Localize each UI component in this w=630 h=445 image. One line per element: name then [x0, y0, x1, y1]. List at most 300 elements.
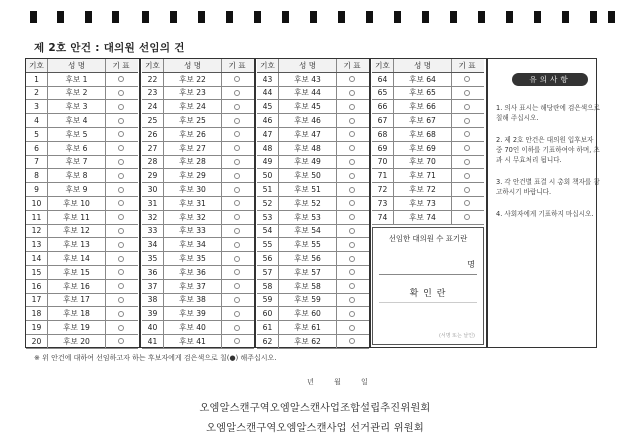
candidate-row: [142, 114, 254, 128]
vote-circle-icon[interactable]: [349, 214, 355, 220]
vote-circle-icon[interactable]: [118, 311, 124, 317]
candidate-row: [142, 335, 254, 349]
vote-circle-icon[interactable]: [234, 338, 240, 344]
timing-mark: [226, 11, 233, 23]
vote-circle-icon[interactable]: [118, 269, 124, 275]
vote-cell[interactable]: [106, 225, 136, 238]
candidate-name: 후보 30: [164, 183, 222, 196]
candidate-name: 후보 62: [279, 335, 337, 348]
candidate-name: 후보 4: [48, 114, 106, 127]
vote-circle-icon[interactable]: [234, 283, 240, 289]
candidate-row: [142, 73, 254, 87]
header-name: 성 명: [48, 59, 106, 72]
vote-cell[interactable]: [106, 142, 136, 155]
vote-cell[interactable]: [337, 169, 367, 182]
vote-circle-icon[interactable]: [464, 214, 470, 220]
vote-circle-icon[interactable]: [234, 269, 240, 275]
column-header: [372, 59, 484, 73]
candidate-number: 60: [257, 307, 279, 320]
vote-cell[interactable]: [106, 128, 136, 141]
vote-cell[interactable]: [452, 128, 482, 141]
candidate-number: 50: [257, 169, 279, 182]
candidate-row: [26, 252, 138, 266]
candidate-row: [26, 238, 138, 252]
timing-mark: [366, 11, 373, 23]
candidate-row: [257, 114, 369, 128]
vote-circle-icon[interactable]: [118, 256, 124, 262]
candidate-number: 35: [142, 252, 164, 265]
candidate-name: 후보 52: [279, 197, 337, 210]
vote-cell[interactable]: [337, 280, 367, 293]
vote-circle-icon[interactable]: [118, 173, 124, 179]
timing-mark: [562, 11, 569, 23]
candidate-name: 후보 56: [279, 252, 337, 265]
notice-heading: 유의사항: [512, 73, 588, 86]
candidate-name: 후보 45: [279, 100, 337, 113]
vote-cell[interactable]: [106, 321, 136, 334]
vote-cell[interactable]: [106, 335, 136, 348]
vote-cell[interactable]: [222, 294, 252, 307]
vote-cell[interactable]: [222, 183, 252, 196]
candidate-name: 후보 68: [394, 128, 452, 141]
candidate-number: 10: [26, 197, 48, 210]
candidate-row: [26, 321, 138, 335]
vote-cell[interactable]: [222, 87, 252, 100]
candidate-name: 후보 13: [48, 238, 106, 251]
vote-circle-icon[interactable]: [349, 200, 355, 206]
vote-circle-icon[interactable]: [349, 283, 355, 289]
vote-cell[interactable]: [222, 252, 252, 265]
candidate-number: 56: [257, 252, 279, 265]
vote-circle-icon[interactable]: [349, 145, 355, 151]
vote-circle-icon[interactable]: [349, 90, 355, 96]
candidate-name: 후보 14: [48, 252, 106, 265]
candidate-number: 61: [257, 321, 279, 334]
vote-cell[interactable]: [222, 335, 252, 348]
vote-cell[interactable]: [452, 73, 482, 86]
candidate-row: [257, 211, 369, 225]
header-vote: 기 표: [228, 60, 246, 70]
vote-circle-icon[interactable]: [118, 200, 124, 206]
vote-circle-icon[interactable]: [118, 159, 124, 165]
candidate-number: 43: [257, 73, 279, 86]
vote-circle-icon[interactable]: [349, 104, 355, 110]
vote-cell[interactable]: [337, 114, 367, 127]
vote-circle-icon[interactable]: [118, 187, 124, 193]
candidate-row: [26, 266, 138, 280]
candidate-row: [142, 238, 254, 252]
timing-mark: [198, 11, 205, 23]
candidate-name: 후보 15: [48, 266, 106, 279]
vote-circle-icon[interactable]: [234, 297, 240, 303]
vote-cell[interactable]: [452, 87, 482, 100]
vote-circle-icon[interactable]: [464, 145, 470, 151]
candidate-name: 후보 28: [164, 156, 222, 169]
candidate-name: 후보 5: [48, 128, 106, 141]
candidate-number: 36: [142, 266, 164, 279]
timing-mark: [608, 11, 615, 23]
vote-circle-icon[interactable]: [234, 131, 240, 137]
timing-mark: [506, 11, 513, 23]
candidate-number: 46: [257, 114, 279, 127]
candidate-number: 31: [142, 197, 164, 210]
candidate-name: 후보 59: [279, 294, 337, 307]
vote-circle-icon[interactable]: [234, 173, 240, 179]
vote-cell[interactable]: [337, 87, 367, 100]
vote-cell[interactable]: [222, 100, 252, 113]
candidate-row: [142, 183, 254, 197]
vote-circle-icon[interactable]: [118, 131, 124, 137]
vote-cell[interactable]: [106, 156, 136, 169]
timing-mark: [254, 11, 261, 23]
candidate-number: 24: [142, 100, 164, 113]
candidate-name: 후보 61: [279, 321, 337, 334]
vote-cell[interactable]: [222, 307, 252, 320]
candidate-number: 13: [26, 238, 48, 251]
vote-cell[interactable]: [106, 114, 136, 127]
candidate-number: 71: [372, 169, 394, 182]
vote-cell[interactable]: [452, 197, 482, 210]
candidate-number: 3: [26, 100, 48, 113]
candidate-name: 후보 17: [48, 294, 106, 307]
candidate-row: [26, 169, 138, 183]
vote-cell[interactable]: [452, 142, 482, 155]
candidate-name: 후보 47: [279, 128, 337, 141]
timing-mark: [478, 11, 485, 23]
candidate-row: [372, 183, 484, 197]
vote-circle-icon[interactable]: [234, 145, 240, 151]
candidate-number: 30: [142, 183, 164, 196]
candidate-name: 후보 71: [394, 169, 452, 182]
vote-circle-icon[interactable]: [349, 269, 355, 275]
vote-cell[interactable]: [222, 211, 252, 224]
candidate-row: [257, 294, 369, 308]
vote-cell[interactable]: [106, 73, 136, 86]
vote-circle-icon[interactable]: [349, 118, 355, 124]
vote-circle-icon[interactable]: [118, 338, 124, 344]
candidate-number: 29: [142, 169, 164, 182]
candidate-row: [257, 307, 369, 321]
vote-circle-icon[interactable]: [349, 131, 355, 137]
candidate-row: [26, 280, 138, 294]
vote-circle-icon[interactable]: [234, 90, 240, 96]
vote-cell[interactable]: [222, 266, 252, 279]
vote-circle-icon[interactable]: [234, 118, 240, 124]
candidate-row: [257, 280, 369, 294]
candidate-name: 후보 8: [48, 169, 106, 182]
candidate-name: 후보 44: [279, 87, 337, 100]
candidate-name: 후보 37: [164, 280, 222, 293]
candidate-name: 후보 49: [279, 156, 337, 169]
candidate-row: [26, 294, 138, 308]
candidate-number: 32: [142, 211, 164, 224]
candidate-name: 후보 27: [164, 142, 222, 155]
notice-list: [496, 103, 600, 231]
vote-circle-icon[interactable]: [349, 311, 355, 317]
vote-circle-icon[interactable]: [349, 187, 355, 193]
vote-cell[interactable]: [106, 238, 136, 251]
candidate-name: 후보 7: [48, 156, 106, 169]
vote-circle-icon[interactable]: [349, 256, 355, 262]
vote-cell[interactable]: [337, 211, 367, 224]
vote-cell[interactable]: [106, 197, 136, 210]
candidate-number: 44: [257, 87, 279, 100]
vote-circle-icon[interactable]: [118, 76, 124, 82]
candidate-row: [26, 197, 138, 211]
vote-cell[interactable]: [452, 211, 482, 224]
vote-cell[interactable]: [337, 294, 367, 307]
vote-cell[interactable]: [106, 211, 136, 224]
vote-circle-icon[interactable]: [234, 159, 240, 165]
vote-cell[interactable]: [106, 183, 136, 196]
candidate-number: 6: [26, 142, 48, 155]
candidate-name: 후보 46: [279, 114, 337, 127]
vote-cell[interactable]: [222, 73, 252, 86]
candidate-row: [372, 87, 484, 101]
timing-mark: [394, 11, 401, 23]
candidate-number: 72: [372, 183, 394, 196]
vote-cell[interactable]: [222, 114, 252, 127]
candidate-name: 후보 6: [48, 142, 106, 155]
vote-circle-icon[interactable]: [349, 242, 355, 248]
candidate-number: 57: [257, 266, 279, 279]
candidate-row: [142, 307, 254, 321]
candidate-name: 후보 57: [279, 266, 337, 279]
vote-cell[interactable]: [106, 252, 136, 265]
candidate-row: [26, 73, 138, 87]
candidate-name: 후보 50: [279, 169, 337, 182]
candidate-name: 후보 3: [48, 100, 106, 113]
candidate-row: [372, 73, 484, 87]
vote-cell[interactable]: [337, 307, 367, 320]
vote-cell[interactable]: [222, 197, 252, 210]
timing-mark: [85, 11, 92, 23]
vote-circle-icon[interactable]: [349, 159, 355, 165]
vote-circle-icon[interactable]: [234, 311, 240, 317]
candidate-number: 7: [26, 156, 48, 169]
candidate-row: [142, 252, 254, 266]
vote-cell[interactable]: [337, 266, 367, 279]
candidate-row: [142, 100, 254, 114]
notice-panel: [486, 59, 600, 347]
vote-circle-icon[interactable]: [464, 159, 470, 165]
candidate-number: 66: [372, 100, 394, 113]
candidate-name: 후보 22: [164, 73, 222, 86]
vote-cell[interactable]: [452, 114, 482, 127]
vote-circle-icon[interactable]: [349, 228, 355, 234]
vote-circle-icon[interactable]: [464, 131, 470, 137]
candidate-number: 20: [26, 335, 48, 348]
vote-cell[interactable]: [106, 307, 136, 320]
timing-mark: [30, 11, 37, 23]
header-no: 기호: [257, 59, 279, 72]
vote-circle-icon[interactable]: [234, 214, 240, 220]
candidate-row: [257, 183, 369, 197]
candidate-row: [257, 128, 369, 142]
vote-cell[interactable]: [452, 169, 482, 182]
vote-circle-icon[interactable]: [234, 104, 240, 110]
vote-cell[interactable]: [452, 156, 482, 169]
column-header: [257, 59, 369, 73]
candidate-number: 39: [142, 307, 164, 320]
candidate-name: 후보 72: [394, 183, 452, 196]
candidate-number: 73: [372, 197, 394, 210]
candidate-number: 15: [26, 266, 48, 279]
seal-note: (서명 또는 날인): [438, 333, 475, 339]
vote-cell[interactable]: [452, 183, 482, 196]
vote-cell[interactable]: [222, 238, 252, 251]
vote-circle-icon[interactable]: [118, 214, 124, 220]
candidate-number: 28: [142, 156, 164, 169]
timing-mark: [170, 11, 177, 23]
vote-circle-icon[interactable]: [234, 200, 240, 206]
candidate-row: [257, 142, 369, 156]
candidate-name: 후보 12: [48, 225, 106, 238]
candidate-number: 16: [26, 280, 48, 293]
vote-circle-icon[interactable]: [349, 173, 355, 179]
vote-circle-icon[interactable]: [349, 325, 355, 331]
vote-circle-icon[interactable]: [234, 228, 240, 234]
vote-cell[interactable]: [337, 156, 367, 169]
candidate-number: 2: [26, 87, 48, 100]
notice-item-4: 4. 사회자에게 기표하지 마십시오.: [496, 210, 594, 218]
vote-circle-icon[interactable]: [349, 76, 355, 82]
vote-circle-icon[interactable]: [118, 325, 124, 331]
vote-cell[interactable]: [106, 294, 136, 307]
candidate-number: 45: [257, 100, 279, 113]
candidate-row: [26, 307, 138, 321]
footnote: ※ 위 안건에 대하여 선임하고자 하는 후보자에게 검은색으로 칠(●) 해주십시오.: [34, 354, 277, 362]
vote-circle-icon[interactable]: [234, 76, 240, 82]
vote-circle-icon[interactable]: [118, 297, 124, 303]
candidate-name: 후보 11: [48, 211, 106, 224]
vote-cell[interactable]: [106, 280, 136, 293]
vote-cell[interactable]: [222, 321, 252, 334]
vote-cell[interactable]: [106, 169, 136, 182]
vote-cell[interactable]: [222, 156, 252, 169]
candidate-row: [257, 100, 369, 114]
vote-circle-icon[interactable]: [464, 104, 470, 110]
candidate-number: 58: [257, 280, 279, 293]
candidate-number: 19: [26, 321, 48, 334]
candidate-name: 후보 60: [279, 307, 337, 320]
vote-circle-icon[interactable]: [118, 118, 124, 124]
vote-circle-icon[interactable]: [118, 228, 124, 234]
vote-circle-icon[interactable]: [464, 118, 470, 124]
vote-cell[interactable]: [222, 169, 252, 182]
seal-field[interactable]: [379, 302, 477, 341]
candidate-row: [257, 87, 369, 101]
vote-circle-icon[interactable]: [464, 200, 470, 206]
candidate-name: 후보 69: [394, 142, 452, 155]
vote-cell[interactable]: [222, 225, 252, 238]
candidate-row: [142, 169, 254, 183]
vote-cell[interactable]: [222, 280, 252, 293]
timing-mark: [338, 11, 345, 23]
candidate-row: [142, 142, 254, 156]
confirm-box: [372, 227, 484, 345]
vote-circle-icon[interactable]: [118, 104, 124, 110]
vote-circle-icon[interactable]: [118, 145, 124, 151]
vote-circle-icon[interactable]: [464, 173, 470, 179]
candidate-row: [142, 321, 254, 335]
header-vote: 기 표: [343, 60, 361, 70]
vote-cell[interactable]: [337, 73, 367, 86]
election-committee: 오엠알스캔구역오엠알스캔사업 선거관리 위원회: [206, 423, 424, 434]
vote-cell[interactable]: [337, 321, 367, 334]
candidate-number: 41: [142, 335, 164, 348]
vote-cell[interactable]: [452, 100, 482, 113]
vote-cell[interactable]: [337, 225, 367, 238]
candidate-number: 8: [26, 169, 48, 182]
vote-circle-icon[interactable]: [118, 242, 124, 248]
candidate-number: 52: [257, 197, 279, 210]
candidate-row: [142, 280, 254, 294]
vote-cell[interactable]: [337, 142, 367, 155]
vote-circle-icon[interactable]: [464, 90, 470, 96]
candidate-number: 17: [26, 294, 48, 307]
vote-circle-icon[interactable]: [234, 325, 240, 331]
header-name: 성 명: [279, 59, 337, 72]
vote-cell[interactable]: [106, 266, 136, 279]
vote-cell[interactable]: [337, 183, 367, 196]
vote-circle-icon[interactable]: [349, 297, 355, 303]
candidate-number: 27: [142, 142, 164, 155]
confirm-title: 선임한 대의원 수 표기란: [388, 234, 468, 243]
candidate-row: [142, 156, 254, 170]
vote-circle-icon[interactable]: [234, 187, 240, 193]
candidate-number: 5: [26, 128, 48, 141]
candidate-row: [257, 197, 369, 211]
vote-circle-icon[interactable]: [118, 90, 124, 96]
vote-cell[interactable]: [337, 128, 367, 141]
candidate-number: 34: [142, 238, 164, 251]
candidate-number: 23: [142, 87, 164, 100]
vote-circle-icon[interactable]: [349, 338, 355, 344]
candidate-number: 37: [142, 280, 164, 293]
vote-cell[interactable]: [337, 335, 367, 348]
vote-cell[interactable]: [337, 100, 367, 113]
candidate-name: 후보 24: [164, 100, 222, 113]
vote-cell[interactable]: [337, 197, 367, 210]
vote-cell[interactable]: [222, 142, 252, 155]
organization-committee: 오엠알스캔구역오엠알스캔사업조합설립추진위원회: [199, 403, 431, 414]
vote-cell[interactable]: [106, 100, 136, 113]
candidate-row: [372, 128, 484, 142]
vote-circle-icon[interactable]: [118, 283, 124, 289]
header-vote: 기 표: [112, 60, 130, 70]
candidate-row: [257, 335, 369, 349]
candidate-name: 후보 55: [279, 238, 337, 251]
notice-item-1: 1. 의사 표시는 해당란에 검은색으로 칠해 주십시오.: [496, 104, 600, 122]
candidate-name: 후보 48: [279, 142, 337, 155]
vote-circle-icon[interactable]: [234, 256, 240, 262]
column-divider: [254, 59, 256, 347]
candidate-row: [372, 142, 484, 156]
vote-cell[interactable]: [337, 238, 367, 251]
vote-cell[interactable]: [106, 87, 136, 100]
vote-circle-icon[interactable]: [234, 242, 240, 248]
vote-cell[interactable]: [337, 252, 367, 265]
confirm-count-field[interactable]: [379, 250, 477, 275]
candidate-number: 47: [257, 128, 279, 141]
vote-circle-icon[interactable]: [464, 76, 470, 82]
candidate-number: 69: [372, 142, 394, 155]
candidate-row: [142, 211, 254, 225]
candidate-number: 12: [26, 225, 48, 238]
vote-cell[interactable]: [222, 128, 252, 141]
vote-circle-icon[interactable]: [464, 187, 470, 193]
